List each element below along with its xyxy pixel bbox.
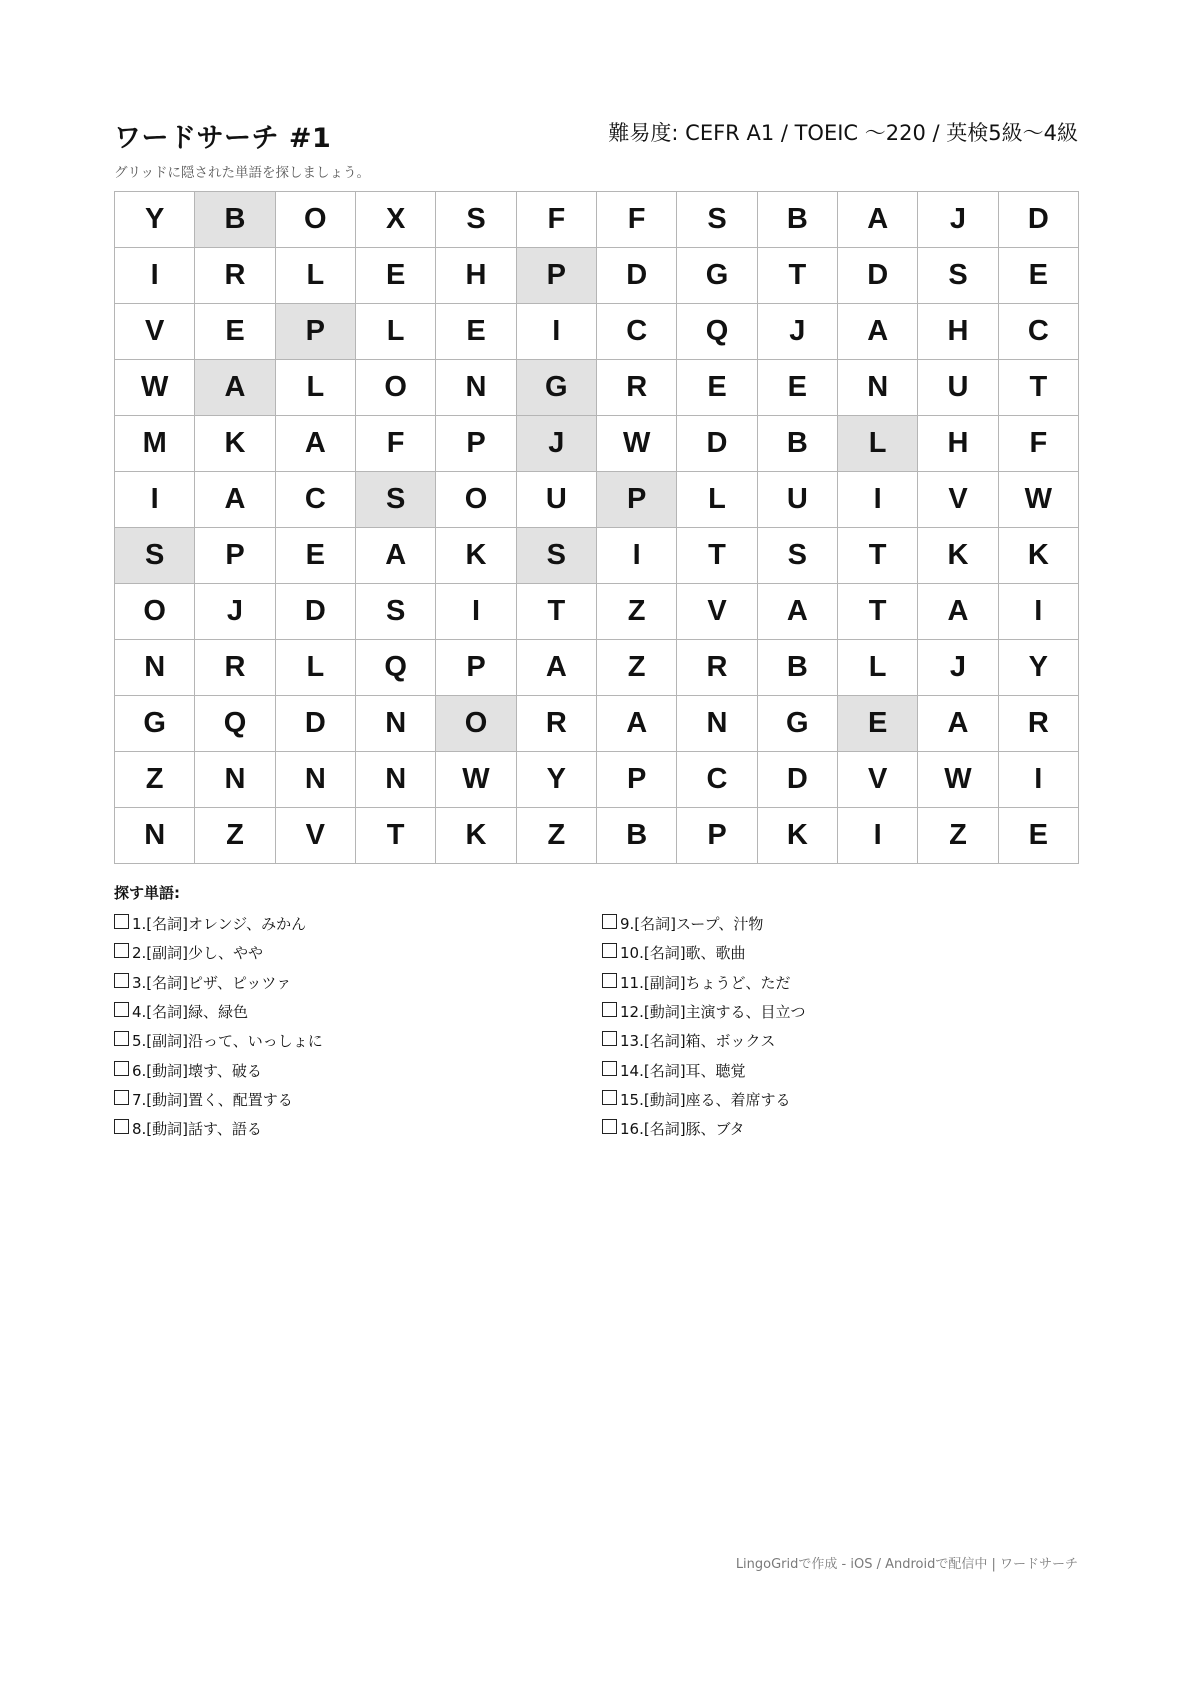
grid-cell[interactable]: I	[115, 472, 195, 528]
grid-cell[interactable]: B	[758, 192, 838, 248]
grid-cell[interactable]: N	[115, 640, 195, 696]
word-checkbox[interactable]	[114, 1119, 129, 1134]
grid-cell[interactable]: Y	[115, 192, 195, 248]
grid-cell[interactable]: T	[356, 808, 436, 864]
grid-cell[interactable]: Y	[517, 752, 597, 808]
grid-cell[interactable]: A	[838, 304, 918, 360]
grid-cell[interactable]: B	[758, 640, 838, 696]
word-checkbox[interactable]	[602, 1002, 617, 1017]
grid-cell[interactable]: Q	[356, 640, 436, 696]
grid-cell[interactable]: C	[999, 304, 1079, 360]
grid-cell[interactable]: W	[597, 416, 677, 472]
grid-cell[interactable]: B	[758, 416, 838, 472]
word-clue-label: 10.[名詞]歌、歌曲	[620, 944, 746, 963]
grid-cell[interactable]: K	[195, 416, 275, 472]
grid-cell[interactable]: P	[436, 416, 516, 472]
word-checkbox[interactable]	[114, 914, 129, 929]
word-clue-label: 8.[動詞]話す、語る	[132, 1120, 262, 1139]
word-clue-label: 13.[名詞]箱、ボックス	[620, 1032, 776, 1051]
grid-cell[interactable]: Z	[195, 808, 275, 864]
grid-cell[interactable]: N	[838, 360, 918, 416]
grid-cell[interactable]: G	[115, 696, 195, 752]
grid-cell[interactable]: C	[597, 304, 677, 360]
grid-cell[interactable]: Q	[195, 696, 275, 752]
word-list-item	[602, 968, 806, 997]
grid-cell[interactable]: R	[195, 248, 275, 304]
grid-cell[interactable]: D	[838, 248, 918, 304]
grid-cell[interactable]: P	[276, 304, 356, 360]
grid-cell[interactable]: V	[276, 808, 356, 864]
grid-cell[interactable]: D	[758, 752, 838, 808]
grid-cell[interactable]: S	[115, 528, 195, 584]
grid-cell[interactable]: C	[276, 472, 356, 528]
grid-cell[interactable]: P	[436, 640, 516, 696]
grid-cell[interactable]: J	[758, 304, 838, 360]
word-checkbox[interactable]	[602, 1061, 617, 1076]
grid-cell[interactable]: Z	[597, 584, 677, 640]
grid-cell[interactable]: V	[918, 472, 998, 528]
grid-cell[interactable]: L	[677, 472, 757, 528]
grid-cell[interactable]: S	[517, 528, 597, 584]
word-clue-label: 3.[名詞]ピザ、ピッツァ	[132, 973, 292, 992]
grid-cell[interactable]: K	[999, 528, 1079, 584]
grid-cell[interactable]: E	[677, 360, 757, 416]
grid-cell[interactable]: P	[597, 752, 677, 808]
word-list-right-column	[602, 909, 806, 1143]
grid-cell[interactable]: C	[677, 752, 757, 808]
grid-cell[interactable]: T	[999, 360, 1079, 416]
word-list-item	[602, 997, 806, 1026]
grid-cell[interactable]: E	[999, 808, 1079, 864]
grid-cell[interactable]: I	[838, 472, 918, 528]
word-checkbox[interactable]	[114, 943, 129, 958]
grid-cell[interactable]: B	[195, 192, 275, 248]
grid-cell[interactable]: G	[517, 360, 597, 416]
grid-cell[interactable]: I	[597, 528, 677, 584]
grid-cell[interactable]: U	[758, 472, 838, 528]
word-checkbox[interactable]	[602, 943, 617, 958]
grid-cell[interactable]: W	[436, 752, 516, 808]
word-checkbox[interactable]	[602, 914, 617, 929]
word-clue-label: 5.[副詞]沿って、いっしょに	[132, 1032, 323, 1051]
word-checkbox[interactable]	[602, 1090, 617, 1105]
grid-cell[interactable]: I	[999, 752, 1079, 808]
grid-cell[interactable]: S	[677, 192, 757, 248]
word-list-item	[114, 1114, 323, 1143]
grid-cell[interactable]: K	[436, 528, 516, 584]
word-checkbox[interactable]	[602, 1031, 617, 1046]
grid-cell[interactable]: K	[436, 808, 516, 864]
grid-cell[interactable]: G	[758, 696, 838, 752]
grid-cell[interactable]: O	[276, 192, 356, 248]
grid-cell[interactable]: E	[276, 528, 356, 584]
word-list-item	[602, 909, 806, 938]
grid-cell[interactable]: A	[758, 584, 838, 640]
word-clue-label: 14.[名詞]耳、聴覚	[620, 1061, 746, 1080]
difficulty-label: 難易度: CEFR A1 / TOEIC 〜220 / 英検5級〜4級	[608, 121, 1078, 145]
grid-cell[interactable]: V	[677, 584, 757, 640]
grid-cell[interactable]: L	[838, 416, 918, 472]
grid-cell[interactable]: D	[276, 696, 356, 752]
grid-cell[interactable]: N	[436, 360, 516, 416]
word-clue-label: 1.[名詞]オレンジ、みかん	[132, 915, 307, 934]
grid-cell[interactable]: N	[276, 752, 356, 808]
grid-cell[interactable]: S	[356, 584, 436, 640]
grid-cell[interactable]: O	[115, 584, 195, 640]
grid-cell[interactable]: A	[597, 696, 677, 752]
grid-cell[interactable]: E	[195, 304, 275, 360]
grid-cell[interactable]: F	[597, 192, 677, 248]
word-list-item	[114, 1026, 323, 1055]
grid-cell[interactable]: R	[597, 360, 677, 416]
grid-cell[interactable]: L	[276, 248, 356, 304]
word-list-item	[114, 1085, 323, 1114]
word-clue-label: 16.[名詞]豚、ブタ	[620, 1120, 745, 1139]
grid-cell[interactable]: N	[356, 696, 436, 752]
grid-cell[interactable]: R	[195, 640, 275, 696]
grid-cell[interactable]: S	[918, 248, 998, 304]
grid-cell[interactable]: Z	[918, 808, 998, 864]
grid-cell[interactable]: A	[838, 192, 918, 248]
grid-cell[interactable]: R	[999, 696, 1079, 752]
grid-cell[interactable]: A	[517, 640, 597, 696]
word-checkbox[interactable]	[114, 1031, 129, 1046]
word-checkbox[interactable]	[602, 973, 617, 988]
word-list-item	[602, 1114, 806, 1143]
grid-cell[interactable]: L	[276, 360, 356, 416]
grid-cell[interactable]: K	[918, 528, 998, 584]
grid-cell[interactable]: W	[918, 752, 998, 808]
word-clue-label: 4.[名詞]緑、緑色	[132, 1003, 249, 1022]
grid-cell[interactable]: S	[436, 192, 516, 248]
word-list-item	[114, 1055, 323, 1084]
word-list-left-column	[114, 909, 323, 1143]
grid-cell[interactable]: W	[999, 472, 1079, 528]
grid-cell[interactable]: J	[918, 640, 998, 696]
grid-cell[interactable]: L	[356, 304, 436, 360]
grid-cell[interactable]: W	[115, 360, 195, 416]
word-list-item	[602, 1026, 806, 1055]
word-list-item	[114, 997, 323, 1026]
grid-cell[interactable]: N	[677, 696, 757, 752]
grid-cell[interactable]: N	[356, 752, 436, 808]
grid-cell[interactable]: T	[838, 584, 918, 640]
grid-cell[interactable]: J	[517, 416, 597, 472]
grid-cell[interactable]: D	[999, 192, 1079, 248]
page-title: ワードサーチ #1	[114, 123, 332, 154]
grid-cell[interactable]: I	[436, 584, 516, 640]
grid-cell[interactable]: B	[597, 808, 677, 864]
word-checkbox[interactable]	[114, 1002, 129, 1017]
grid-cell[interactable]: Z	[115, 752, 195, 808]
word-list-heading: 探す単語:	[114, 884, 180, 902]
word-list-item	[114, 909, 323, 938]
grid-cell[interactable]: Z	[517, 808, 597, 864]
grid-cell[interactable]: D	[276, 584, 356, 640]
grid-cell[interactable]: S	[758, 528, 838, 584]
word-clue-label: 12.[動詞]主演する、目立つ	[620, 1003, 806, 1022]
word-list-item	[114, 968, 323, 997]
grid-cell[interactable]: I	[115, 248, 195, 304]
grid-cell[interactable]: V	[838, 752, 918, 808]
grid-cell[interactable]: S	[356, 472, 436, 528]
word-checkbox[interactable]	[114, 1061, 129, 1076]
word-checkbox[interactable]	[114, 1090, 129, 1105]
grid-cell[interactable]: Y	[999, 640, 1079, 696]
grid-cell[interactable]: E	[436, 304, 516, 360]
grid-cell[interactable]: A	[918, 584, 998, 640]
word-list-item	[114, 938, 323, 967]
grid-cell[interactable]: P	[517, 248, 597, 304]
grid-cell[interactable]: L	[838, 640, 918, 696]
grid-cell[interactable]: E	[838, 696, 918, 752]
grid-cell[interactable]: T	[758, 248, 838, 304]
grid-cell[interactable]: P	[677, 808, 757, 864]
grid-cell[interactable]: P	[195, 528, 275, 584]
grid-cell[interactable]: V	[115, 304, 195, 360]
word-list-item	[602, 1085, 806, 1114]
grid-cell[interactable]: N	[195, 752, 275, 808]
grid-cell[interactable]: A	[195, 472, 275, 528]
instructions-text: グリッドに隠された単語を探しましょう。	[114, 165, 370, 181]
word-clue-label: 9.[名詞]スープ、汁物	[620, 915, 764, 934]
word-clue-label: 6.[動詞]壊す、破る	[132, 1061, 262, 1080]
grid-cell[interactable]: U	[517, 472, 597, 528]
word-checkbox[interactable]	[602, 1119, 617, 1134]
grid-cell[interactable]: D	[597, 248, 677, 304]
grid-cell[interactable]: P	[597, 472, 677, 528]
grid-cell[interactable]: J	[195, 584, 275, 640]
grid-cell[interactable]: O	[436, 696, 516, 752]
grid-cell[interactable]: A	[195, 360, 275, 416]
grid-cell[interactable]: A	[918, 696, 998, 752]
grid-cell[interactable]: E	[999, 248, 1079, 304]
grid-cell[interactable]: G	[677, 248, 757, 304]
grid-cell[interactable]: R	[517, 696, 597, 752]
grid-cell[interactable]: O	[356, 360, 436, 416]
grid-cell[interactable]: A	[276, 416, 356, 472]
letter-grid	[114, 191, 1079, 864]
grid-cell[interactable]: H	[918, 304, 998, 360]
footer-text: LingoGridで作成 - iOS / Androidで配信中 | ワードサーチ	[735, 1557, 1078, 1572]
grid-cell[interactable]: E	[356, 248, 436, 304]
grid-cell[interactable]: F	[356, 416, 436, 472]
grid-cell[interactable]: T	[677, 528, 757, 584]
grid-cell[interactable]: U	[918, 360, 998, 416]
grid-cell[interactable]: H	[436, 248, 516, 304]
grid-cell[interactable]: T	[838, 528, 918, 584]
grid-cell[interactable]: F	[517, 192, 597, 248]
grid-cell[interactable]: K	[758, 808, 838, 864]
grid-cell[interactable]: Z	[597, 640, 677, 696]
grid-cell[interactable]: T	[517, 584, 597, 640]
word-clue-label: 15.[動詞]座る、着席する	[620, 1090, 791, 1109]
grid-cell[interactable]: I	[999, 584, 1079, 640]
grid-cell[interactable]: N	[115, 808, 195, 864]
grid-cell[interactable]: J	[918, 192, 998, 248]
grid-cell[interactable]: E	[758, 360, 838, 416]
grid-cell[interactable]: M	[115, 416, 195, 472]
grid-cell[interactable]: R	[677, 640, 757, 696]
word-clue-label: 2.[副詞]少し、やや	[132, 944, 264, 963]
grid-cell[interactable]: L	[276, 640, 356, 696]
grid-cell[interactable]: H	[918, 416, 998, 472]
grid-cell[interactable]: D	[677, 416, 757, 472]
grid-cell[interactable]: X	[356, 192, 436, 248]
grid-cell[interactable]: I	[838, 808, 918, 864]
grid-cell[interactable]: F	[999, 416, 1079, 472]
word-clue-label: 7.[動詞]置く、配置する	[132, 1090, 293, 1109]
word-list-item	[602, 938, 806, 967]
grid-cell[interactable]: O	[436, 472, 516, 528]
grid-cell[interactable]: A	[356, 528, 436, 584]
grid-cell[interactable]: Q	[677, 304, 757, 360]
grid-cell[interactable]: I	[517, 304, 597, 360]
word-checkbox[interactable]	[114, 973, 129, 988]
word-clue-label: 11.[副詞]ちょうど、ただ	[620, 973, 791, 992]
word-list-item	[602, 1055, 806, 1084]
